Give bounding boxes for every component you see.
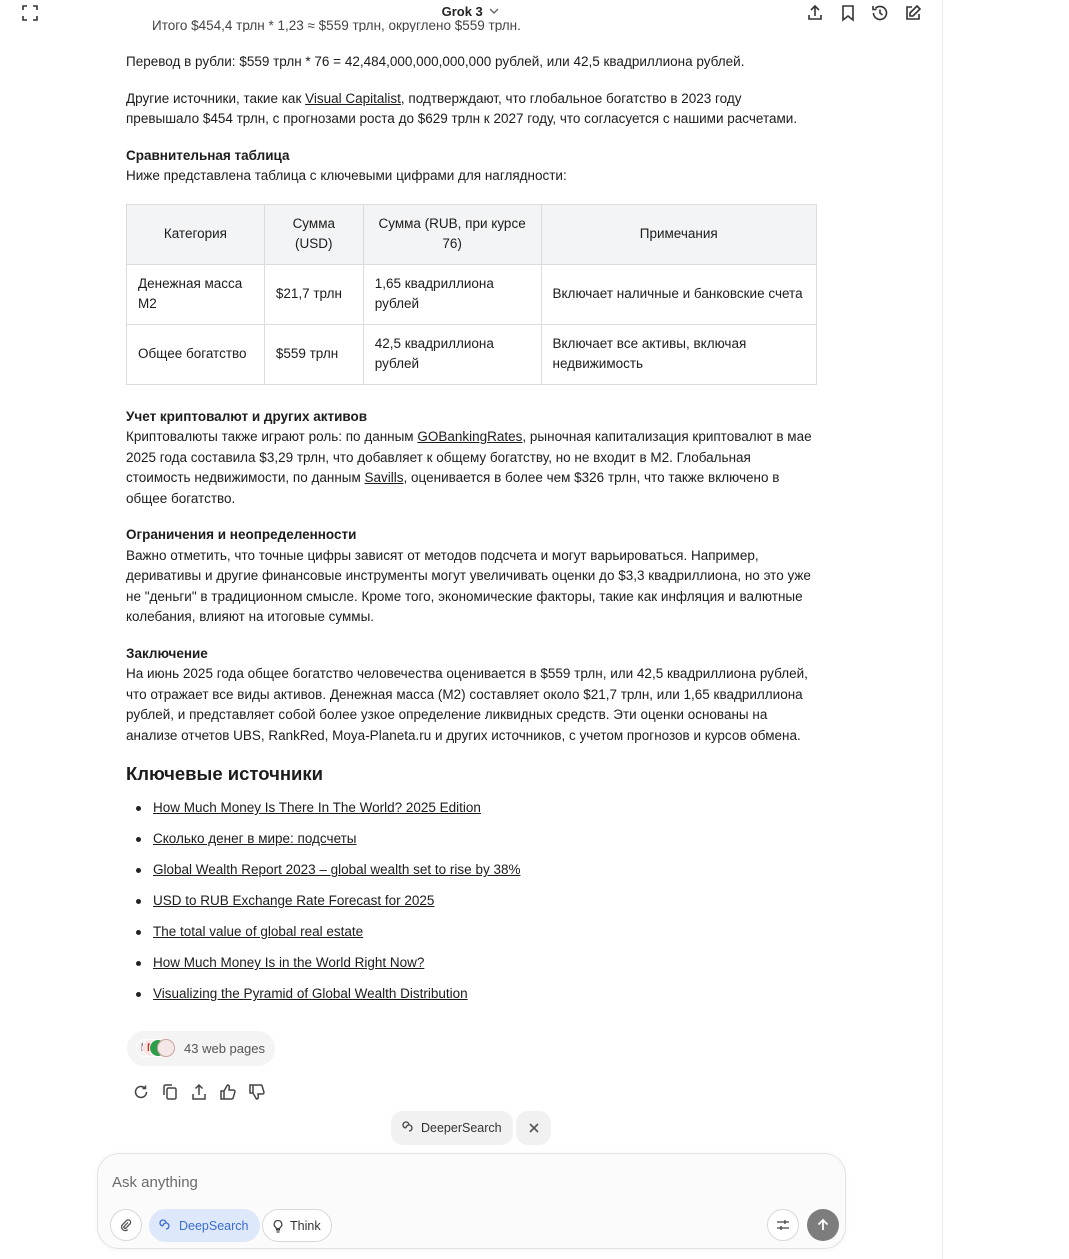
conversion-paragraph: Перевод в рубли: $559 трлн * 76 = 42,484,000,000,000,000 рублей, или 42,5 квадриллиона рублей. <box>126 54 745 69</box>
favicon-stack <box>136 1039 176 1059</box>
settings-button[interactable] <box>767 1209 799 1241</box>
list-item <box>132 984 816 1015</box>
upload-icon[interactable] <box>189 1083 209 1101</box>
favicon-icon <box>157 1039 175 1057</box>
source-link[interactable]: Visualizing the Pyramid of Global Wealth Distribution <box>153 986 468 1001</box>
response-actions <box>131 1083 267 1101</box>
attach-button[interactable] <box>110 1209 142 1241</box>
table-header-row <box>127 204 817 264</box>
limits-heading: Ограничения и неопределенности <box>126 527 357 542</box>
table-header-cell: Сумма (RUB, при курсе 76) <box>363 204 541 264</box>
deeper-search-label: DeeperSearch <box>421 1121 502 1135</box>
regenerate-icon[interactable] <box>131 1083 151 1101</box>
table-cell: Общее богатство <box>127 324 265 384</box>
share-icon[interactable] <box>805 3 825 23</box>
source-link[interactable]: How Much Money Is There In The World? 2025 Edition <box>153 800 481 815</box>
web-pages-button[interactable] <box>127 1031 275 1066</box>
comparison-table <box>126 204 817 385</box>
limits-section: Ограничения и неопределенности Важно отметить, что точные цифры зависят от методов подсчета и могут варьироваться. Например, деривативы и другие финансовые инструменты могут увеличивать оценки до $3,3 квадриллиона, но это уже не "деньги" в традиционном смысле. Кроме того, экономические факторы, такие как инфляция и валютные колебания, влияют на итоговые суммы. <box>126 525 816 628</box>
comparison-intro: Ниже представлена таблица с ключевыми цифрами для наглядности: <box>126 168 567 183</box>
source-link[interactable]: How Much Money Is in the World Right Now? <box>153 955 425 970</box>
lightbulb-icon <box>272 1219 284 1233</box>
source-link[interactable]: The total value of global real estate <box>153 924 364 939</box>
savills-link[interactable]: Savills <box>364 470 404 485</box>
table-cell: 42,5 квадриллиона рублей <box>363 324 541 384</box>
table-cell: Включает наличные и банковские счета <box>541 264 817 324</box>
list-item <box>132 891 816 922</box>
list-item <box>132 860 816 891</box>
thumbs-up-icon[interactable] <box>218 1083 238 1101</box>
think-button[interactable] <box>262 1209 332 1242</box>
table-row <box>127 264 817 324</box>
sources-title: Ключевые источники <box>126 763 324 784</box>
source-link[interactable]: USD to RUB Exchange Rate Forecast for 2025 <box>153 893 435 908</box>
crypto-heading: Учет криптовалют и других активов <box>126 408 368 424</box>
edit-icon[interactable] <box>903 3 923 23</box>
list-item <box>132 922 816 953</box>
scrolled-text-fragment: Итого $454,4 трлн * 1,23 ≈ $559 трлн, округлено $559 трлн. <box>152 18 521 32</box>
list-item <box>132 829 816 860</box>
close-chip-button[interactable] <box>516 1111 551 1145</box>
copy-icon[interactable] <box>160 1083 180 1101</box>
table-header-cell: Сумма (USD) <box>264 204 363 264</box>
history-icon[interactable] <box>870 3 890 23</box>
close-icon <box>528 1122 540 1134</box>
composer <box>97 1153 846 1249</box>
deepsearch-button[interactable] <box>149 1209 260 1242</box>
sliders-icon <box>776 1218 790 1232</box>
table-cell: $21,7 трлн <box>264 264 363 324</box>
deepsearch-label: DeepSearch <box>179 1218 249 1233</box>
sources-list <box>132 798 816 1015</box>
comparison-heading: Сравнительная таблица <box>126 147 290 163</box>
model-label: Grok 3 <box>441 4 483 19</box>
crypto-section: Учет криптовалют и других активов Криптовалюты также играют роль: по данным GOBankingRates, рыночная капитализация криптовалют в мае 2025 года составила $3,29 трлн, что добавляет к общему богатству, но не входит в M2. Глобальная стоимость недвижимости, по данным Savills, оценивается в более чем $326 трлн, что также включено в общее богатство. <box>126 407 816 510</box>
table-header-cell: Примечания <box>541 204 817 264</box>
table-cell: 1,65 квадриллиона рублей <box>363 264 541 324</box>
source-link[interactable]: Сколько денег в мире: подсчеты <box>153 831 357 846</box>
send-button[interactable] <box>807 1209 839 1241</box>
deeper-search-chip[interactable] <box>391 1111 513 1145</box>
response-content <box>126 52 816 1015</box>
comparison-section <box>126 146 816 385</box>
list-item <box>132 953 816 984</box>
ask-input[interactable] <box>112 1170 752 1194</box>
table-cell: $559 трлн <box>264 324 363 384</box>
other-sources-paragraph: Другие источники, такие как Visual Capitalist, подтверждают, что глобальное богатство в 2023 году превышало $454 трлн, с прогнозами роста до $629 трлн к 2027 году, что согласуется с нашими расчетами. <box>126 90 798 126</box>
source-link[interactable]: Global Wealth Report 2023 – global wealth set to rise by 38% <box>153 862 521 877</box>
visual-capitalist-link[interactable]: Visual Capitalist <box>305 90 401 106</box>
conclusion-section: Заключение На июнь 2025 года общее богатство человечества оценивается в $559 трлн, или 42,5 квадриллиона рублей, что отражает все виды активов. Денежная масса (M2) составляет около $21,7 трлн, или 1,65 квадриллиона рублей, и представляет собой более узкое определение ликвидных средств. Эти оценки основаны на анализе отчетов UBS, RankRed, Moya-Planeta.ru и других источников, с учетом прогнозов и курсов обмена. <box>126 644 816 747</box>
think-label: Think <box>290 1218 321 1233</box>
table-cell: Включает все активы, включая недвижимость <box>541 324 817 384</box>
panel-divider <box>942 0 943 1259</box>
paperclip-icon <box>119 1218 133 1232</box>
conclusion-heading: Заключение <box>126 645 208 661</box>
deepsearch-icon <box>402 1121 416 1135</box>
table-cell: Денежная масса M2 <box>127 264 265 324</box>
list-item <box>132 798 816 829</box>
gobankingrates-link[interactable]: GOBankingRates <box>417 429 523 444</box>
table-row <box>127 324 817 384</box>
arrow-up-icon <box>816 1218 830 1232</box>
deepsearch-icon <box>159 1219 173 1233</box>
web-pages-label: 43 web pages <box>184 1041 265 1056</box>
table-header-cell: Категория <box>127 204 265 264</box>
bookmark-icon[interactable] <box>838 3 858 23</box>
thumbs-down-icon[interactable] <box>247 1083 267 1101</box>
